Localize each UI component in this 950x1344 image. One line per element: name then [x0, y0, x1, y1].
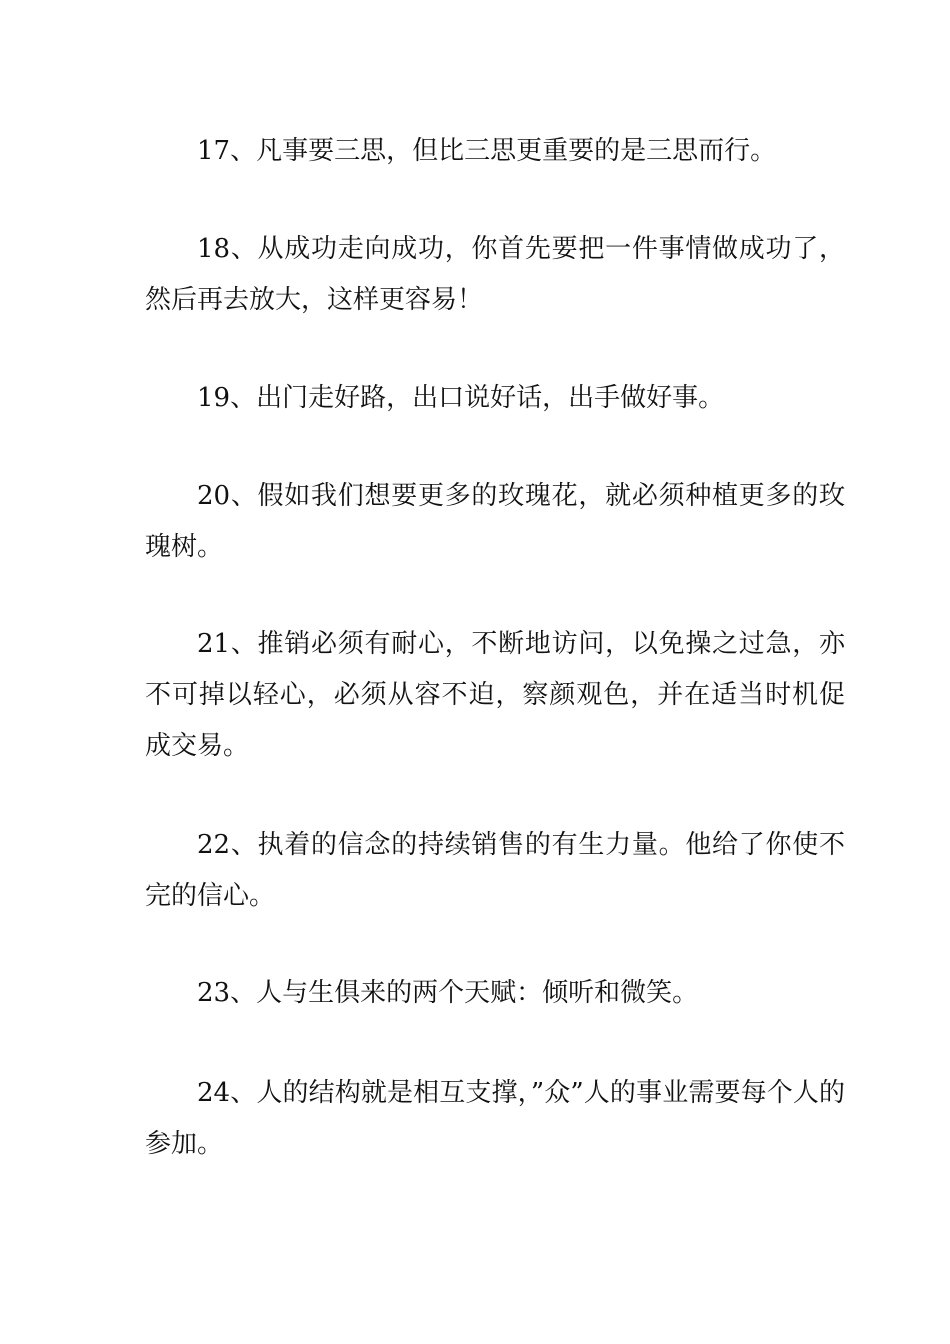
- paragraph-24: 24、人的结构就是相互支撑，”众”人的事业需要每个人的参加。: [145, 1078, 845, 1159]
- paragraph-19: 19、出门走好路，出口说好话，出手做好事。: [197, 383, 725, 413]
- paragraph-21: 21、推销必须有耐心，不断地访问，以免操之过急，亦不可掉以轻心，必须从容不迫，察颜观色，并在适当时机促成交易。: [145, 629, 845, 761]
- paragraph-17: 17、凡事要三思，但比三思更重要的是三思而行。: [197, 136, 777, 166]
- paragraph-23: 23、人与生俱来的两个天赋：倾听和微笑。: [197, 978, 699, 1008]
- paragraph-20: 20、假如我们想要更多的玫瑰花，就必须种植更多的玫瑰树。: [145, 481, 845, 562]
- paragraph-22: 22、执着的信念的持续销售的有生力量。他给了你使不完的信心。: [145, 830, 845, 911]
- paragraph-18: 18、从成功走向成功，你首先要把一件事情做成功了，然后再去放大，这样更容易！: [145, 234, 845, 315]
